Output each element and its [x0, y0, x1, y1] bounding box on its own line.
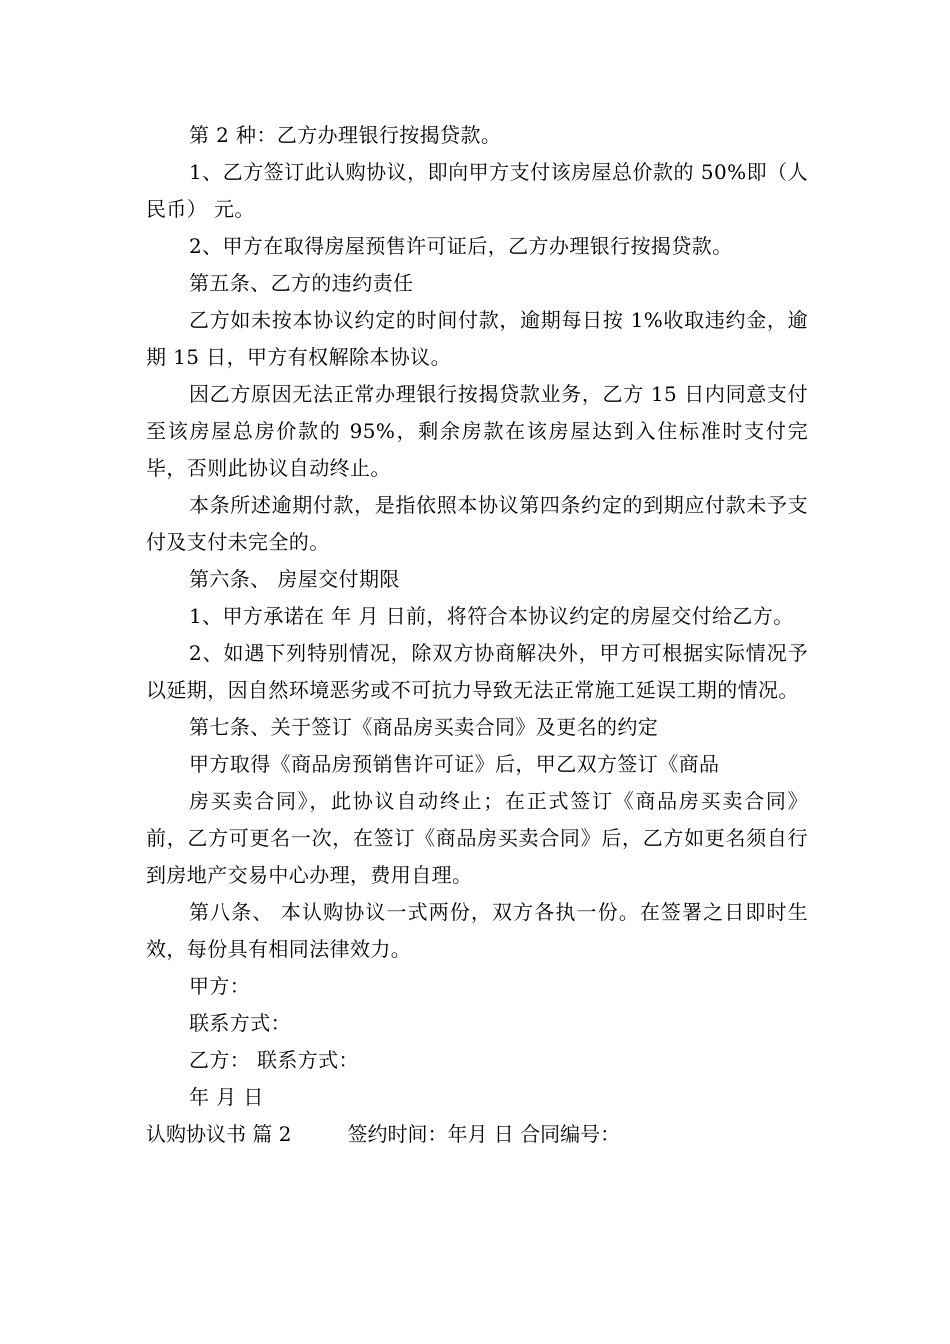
section-heading: 第六条、 房屋交付期限 — [189, 567, 400, 591]
paragraph: 第八条、 本认购协议一式两份，双方各执一份。在签署之日即时生效，每份具有相同法律效力。 — [146, 900, 808, 961]
paragraph: 第 2 种：乙方办理银行按揭贷款。 — [189, 123, 502, 147]
paragraph: 房买卖合同》，此协议自动终止；在正式签订《商品房买卖合同》前，乙方可更名一次，在签订《商品房买卖合同》后，乙方如更名须自行到房地产交易中心办理，费用自理。 — [146, 789, 808, 887]
paragraph: 2、甲方在取得房屋预售许可证后，乙方办理银行按揭贷款。 — [189, 234, 733, 258]
paragraph: 乙方如未按本协议约定的时间付款，逾期每日按 1%收取违约金，逾期 15 日，甲方有权解除本协议。 — [146, 308, 808, 369]
signature-contact: 联系方式： — [189, 1011, 291, 1035]
signature-party-a: 甲方： — [189, 974, 251, 998]
paragraph: 2、如遇下列特别情况，除双方协商解决外，甲方可根据实际情况予以延期，因自然环境恶劣或不可抗力导致无法正常施工延误工期的情况。 — [146, 641, 808, 702]
signature-date: 年 月 日 — [189, 1085, 264, 1109]
paragraph: 1、乙方签订此认购协议，即向甲方支付该房屋总价款的 50%即（人民币） 元。 — [146, 160, 808, 221]
paragraph: 因乙方原因无法正常办理银行按揭贷款业务，乙方 15 日内同意支付至该房屋总房价款的 95%，剩余房款在该房屋达到入住标准时支付完毕，否则此协议自动终止。 — [146, 382, 808, 480]
next-document-header — [146, 1116, 808, 1153]
paragraph: 1、甲方承诺在 年 月 日前，将符合本协议约定的房屋交付给乙方。 — [189, 604, 794, 628]
paragraph: 本条所述逾期付款，是指依照本协议第四条约定的到期应付款未予支付及支付未完全的。 — [146, 493, 808, 554]
section-heading: 第七条、关于签订《商品房买卖合同》及更名的约定 — [189, 715, 659, 739]
section-heading: 第五条、乙方的违约责任 — [189, 271, 414, 295]
paragraph: 甲方取得《商品房预销售许可证》后，甲乙双方签订《商品 — [189, 752, 720, 776]
signing-info: 签约时间：年月 日 合同编号： — [347, 1122, 621, 1146]
next-document-title: 认购协议书 篇 2 — [146, 1122, 292, 1146]
signature-party-b: 乙方： 联系方式： — [189, 1048, 359, 1072]
document-body — [146, 117, 808, 1153]
